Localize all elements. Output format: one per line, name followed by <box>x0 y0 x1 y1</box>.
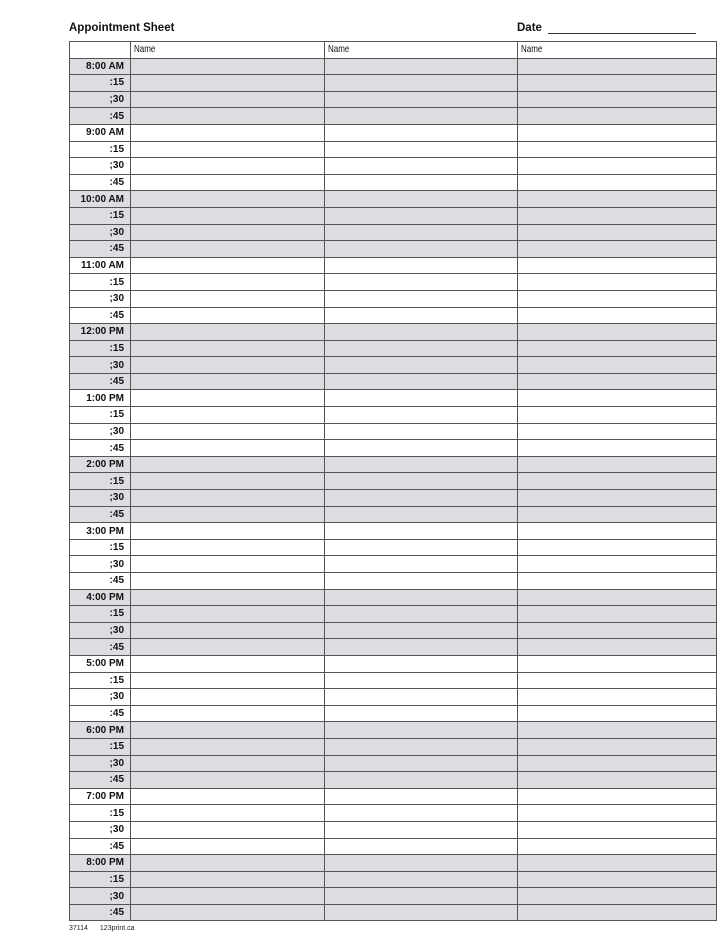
appointment-cell[interactable] <box>131 191 325 208</box>
time-slot-row <box>70 523 717 540</box>
footer <box>69 925 145 932</box>
appointment-cell[interactable] <box>325 871 518 888</box>
time-slot-row <box>70 307 717 324</box>
appointment-cell[interactable] <box>131 174 325 191</box>
page-title: Appointment Sheet <box>69 22 175 34</box>
appointment-cell[interactable] <box>518 174 717 191</box>
appointment-cell[interactable] <box>325 340 518 357</box>
time-slot-row <box>70 705 717 722</box>
appointment-cell[interactable] <box>131 390 325 407</box>
time-label: :45 <box>70 108 131 125</box>
time-slot-row <box>70 622 717 639</box>
appointment-cell[interactable] <box>518 440 717 457</box>
time-label: ;30 <box>70 290 131 307</box>
appointment-cell[interactable] <box>325 490 518 507</box>
appointment-cell[interactable] <box>325 738 518 755</box>
appointment-cell[interactable] <box>325 174 518 191</box>
name-column-header <box>325 42 518 59</box>
time-slot-row <box>70 589 717 606</box>
appointment-cell[interactable] <box>325 124 518 141</box>
appointment-cell[interactable] <box>325 506 518 523</box>
appointment-cell[interactable] <box>518 738 717 755</box>
time-slot-row <box>70 722 717 739</box>
appointment-cell[interactable] <box>518 473 717 490</box>
appointment-cell[interactable] <box>325 722 518 739</box>
time-label: :45 <box>70 506 131 523</box>
time-label: :45 <box>70 705 131 722</box>
appointment-cell[interactable] <box>518 307 717 324</box>
appointment-cell[interactable] <box>131 274 325 291</box>
time-label: :45 <box>70 440 131 457</box>
appointment-cell[interactable] <box>518 407 717 424</box>
appointment-cell[interactable] <box>131 639 325 656</box>
appointment-cell[interactable] <box>518 191 717 208</box>
appointment-cell[interactable] <box>518 357 717 374</box>
appointment-cell[interactable] <box>518 141 717 158</box>
appointment-cell[interactable] <box>325 705 518 722</box>
date-input-line[interactable] <box>548 22 696 34</box>
time-slot-row <box>70 821 717 838</box>
appointment-cell[interactable] <box>325 523 518 540</box>
time-label: ;30 <box>70 357 131 374</box>
appointment-cell[interactable] <box>131 224 325 241</box>
time-label: 2:00 PM <box>70 456 131 473</box>
time-slot-row <box>70 573 717 590</box>
time-label: 1:00 PM <box>70 390 131 407</box>
appointment-cell[interactable] <box>325 357 518 374</box>
appointment-cell[interactable] <box>518 324 717 341</box>
appointment-cell[interactable] <box>518 75 717 92</box>
time-slot-row <box>70 639 717 656</box>
appointment-cell[interactable] <box>131 871 325 888</box>
time-label: :45 <box>70 307 131 324</box>
appointment-cell[interactable] <box>518 224 717 241</box>
time-slot-row <box>70 423 717 440</box>
time-slot-row <box>70 838 717 855</box>
time-slot-row <box>70 456 717 473</box>
appointment-cell[interactable] <box>131 490 325 507</box>
appointment-cell[interactable] <box>131 307 325 324</box>
time-slot-row <box>70 141 717 158</box>
time-label: ;30 <box>70 755 131 772</box>
time-label: ;30 <box>70 423 131 440</box>
time-label: :45 <box>70 772 131 789</box>
time-slot-row <box>70 738 717 755</box>
time-slot-row <box>70 871 717 888</box>
appointment-cell[interactable] <box>325 855 518 872</box>
time-label: :15 <box>70 871 131 888</box>
appointment-cell[interactable] <box>131 257 325 274</box>
appointment-cell[interactable] <box>518 241 717 258</box>
appointment-cell[interactable] <box>131 473 325 490</box>
time-label: ;30 <box>70 821 131 838</box>
appointment-cell[interactable] <box>131 407 325 424</box>
time-slot-row <box>70 506 717 523</box>
time-label: 5:00 PM <box>70 655 131 672</box>
appointment-cell[interactable] <box>518 722 717 739</box>
name-column-header <box>131 42 325 59</box>
time-label: ;30 <box>70 158 131 175</box>
appointment-cell[interactable] <box>325 207 518 224</box>
appointment-cell[interactable] <box>325 290 518 307</box>
time-slot-row <box>70 91 717 108</box>
appointment-cell[interactable] <box>131 158 325 175</box>
appointment-cell[interactable] <box>131 108 325 125</box>
time-label: 10:00 AM <box>70 191 131 208</box>
appointment-cell[interactable] <box>518 639 717 656</box>
time-label: :15 <box>70 141 131 158</box>
time-slot-row <box>70 407 717 424</box>
time-label: :15 <box>70 805 131 822</box>
time-slot-row <box>70 888 717 905</box>
time-slot-row <box>70 373 717 390</box>
appointment-cell[interactable] <box>131 622 325 639</box>
name-column-header <box>518 42 717 59</box>
header-row <box>70 42 717 59</box>
appointment-cell[interactable] <box>131 75 325 92</box>
time-slot-row <box>70 108 717 125</box>
time-slot-row <box>70 655 717 672</box>
appointment-cell[interactable] <box>518 622 717 639</box>
time-label: :45 <box>70 174 131 191</box>
appointment-cell[interactable] <box>325 91 518 108</box>
time-slot-row <box>70 324 717 341</box>
appointment-cell[interactable] <box>518 655 717 672</box>
appointment-cell[interactable] <box>518 490 717 507</box>
appointment-cell[interactable] <box>518 606 717 623</box>
appointment-cell[interactable] <box>518 772 717 789</box>
appointment-cell[interactable] <box>325 224 518 241</box>
appointment-cell[interactable] <box>325 108 518 125</box>
appointment-cell[interactable] <box>518 456 717 473</box>
time-slot-row <box>70 689 717 706</box>
appointment-cell[interactable] <box>518 207 717 224</box>
time-label: 6:00 PM <box>70 722 131 739</box>
appointment-cell[interactable] <box>325 788 518 805</box>
appointment-cell[interactable] <box>131 606 325 623</box>
appointment-cell[interactable] <box>325 473 518 490</box>
appointment-cell[interactable] <box>131 888 325 905</box>
appointment-cell[interactable] <box>518 755 717 772</box>
time-label: 4:00 PM <box>70 589 131 606</box>
appointment-cell[interactable] <box>325 158 518 175</box>
time-label: 12:00 PM <box>70 324 131 341</box>
appointment-cell[interactable] <box>325 622 518 639</box>
time-label: :15 <box>70 407 131 424</box>
time-slot-row <box>70 390 717 407</box>
time-slot-row <box>70 490 717 507</box>
appointment-cell[interactable] <box>325 689 518 706</box>
appointment-cell[interactable] <box>325 241 518 258</box>
appointment-cell[interactable] <box>325 274 518 291</box>
appointment-cell[interactable] <box>325 639 518 656</box>
appointment-cell[interactable] <box>325 75 518 92</box>
appointment-cell[interactable] <box>131 655 325 672</box>
time-slot-row <box>70 788 717 805</box>
time-slot-row <box>70 340 717 357</box>
time-label: ;30 <box>70 91 131 108</box>
appointment-cell[interactable] <box>325 390 518 407</box>
appointment-cell[interactable] <box>325 573 518 590</box>
time-label: 7:00 PM <box>70 788 131 805</box>
appointment-cell[interactable] <box>131 788 325 805</box>
appointment-cell[interactable] <box>518 340 717 357</box>
appointment-cell[interactable] <box>325 440 518 457</box>
time-label: ;30 <box>70 689 131 706</box>
time-label: ;30 <box>70 224 131 241</box>
appointment-cell[interactable] <box>325 655 518 672</box>
appointment-cell[interactable] <box>518 888 717 905</box>
time-label: 9:00 AM <box>70 124 131 141</box>
appointment-cell[interactable] <box>131 290 325 307</box>
appointment-cell[interactable] <box>325 307 518 324</box>
appointment-cell[interactable] <box>131 440 325 457</box>
time-slot-row <box>70 606 717 623</box>
appointment-cell[interactable] <box>518 274 717 291</box>
appointment-cell[interactable] <box>325 904 518 921</box>
time-slot-row <box>70 158 717 175</box>
appointment-cell[interactable] <box>518 689 717 706</box>
time-slot-row <box>70 440 717 457</box>
appointment-cell[interactable] <box>131 357 325 374</box>
appointment-cell[interactable] <box>131 324 325 341</box>
time-slot-row <box>70 556 717 573</box>
time-slot-row <box>70 191 717 208</box>
appointment-cell[interactable] <box>131 821 325 838</box>
appointment-cell[interactable] <box>325 755 518 772</box>
appointment-cell[interactable] <box>518 257 717 274</box>
appointment-cell[interactable] <box>131 838 325 855</box>
appointment-cell[interactable] <box>131 340 325 357</box>
time-label: :15 <box>70 473 131 490</box>
time-label: :15 <box>70 75 131 92</box>
appointment-cell[interactable] <box>131 141 325 158</box>
appointment-cell[interactable] <box>325 539 518 556</box>
appointment-cell[interactable] <box>325 589 518 606</box>
time-slot-row <box>70 75 717 92</box>
time-slot-row <box>70 207 717 224</box>
date-field <box>517 22 696 34</box>
appointment-cell[interactable] <box>518 821 717 838</box>
appointment-cell[interactable] <box>518 506 717 523</box>
time-slot-row <box>70 290 717 307</box>
appointment-cell[interactable] <box>131 705 325 722</box>
site-name: 123print.ca <box>99 925 135 932</box>
time-label: 3:00 PM <box>70 523 131 540</box>
time-label: ;30 <box>70 622 131 639</box>
appointment-cell[interactable] <box>325 423 518 440</box>
time-label: ;30 <box>70 556 131 573</box>
appointment-cell[interactable] <box>518 573 717 590</box>
appointment-cell[interactable] <box>131 689 325 706</box>
appointment-cell[interactable] <box>518 705 717 722</box>
appointment-cell[interactable] <box>518 523 717 540</box>
time-label: :15 <box>70 539 131 556</box>
appointment-cell[interactable] <box>131 573 325 590</box>
appointment-cell[interactable] <box>131 523 325 540</box>
appointment-cell[interactable] <box>518 855 717 872</box>
appointment-cell[interactable] <box>325 672 518 689</box>
appointment-cell[interactable] <box>518 390 717 407</box>
appointment-table <box>69 41 717 921</box>
appointment-cell[interactable] <box>131 672 325 689</box>
appointment-cell[interactable] <box>325 805 518 822</box>
appointment-cell[interactable] <box>325 606 518 623</box>
time-slot-row <box>70 772 717 789</box>
column-label: Name <box>134 44 156 56</box>
time-slot-row <box>70 357 717 374</box>
appointment-cell[interactable] <box>131 423 325 440</box>
time-slot-row <box>70 58 717 75</box>
appointment-cell[interactable] <box>518 373 717 390</box>
time-slot-row <box>70 672 717 689</box>
time-slot-row <box>70 473 717 490</box>
time-header <box>70 42 131 59</box>
time-label: :15 <box>70 672 131 689</box>
appointment-cell[interactable] <box>131 241 325 258</box>
time-slot-row <box>70 755 717 772</box>
appointment-cell[interactable] <box>325 407 518 424</box>
time-label: :15 <box>70 738 131 755</box>
appointment-cell[interactable] <box>131 805 325 822</box>
time-label: 8:00 PM <box>70 855 131 872</box>
time-label: :45 <box>70 241 131 258</box>
time-slot-row <box>70 257 717 274</box>
appointment-cell[interactable] <box>131 772 325 789</box>
time-label: ;30 <box>70 490 131 507</box>
appointment-cell[interactable] <box>131 373 325 390</box>
appointment-cell[interactable] <box>518 556 717 573</box>
appointment-cell[interactable] <box>518 788 717 805</box>
time-label: :15 <box>70 340 131 357</box>
appointment-cell[interactable] <box>131 556 325 573</box>
appointment-cell[interactable] <box>325 772 518 789</box>
appointment-cell[interactable] <box>131 456 325 473</box>
time-label: :45 <box>70 373 131 390</box>
appointment-cell[interactable] <box>131 589 325 606</box>
appointment-cell[interactable] <box>325 141 518 158</box>
appointment-cell[interactable] <box>325 821 518 838</box>
appointment-cell[interactable] <box>518 423 717 440</box>
appointment-cell[interactable] <box>131 722 325 739</box>
time-label: :45 <box>70 639 131 656</box>
appointment-cell[interactable] <box>518 108 717 125</box>
appointment-cell[interactable] <box>518 871 717 888</box>
appointment-cell[interactable] <box>325 191 518 208</box>
time-label: ;30 <box>70 888 131 905</box>
appointment-cell[interactable] <box>518 124 717 141</box>
column-label: Name <box>328 44 350 56</box>
appointment-cell[interactable] <box>131 124 325 141</box>
appointment-cell[interactable] <box>131 506 325 523</box>
appointment-cell[interactable] <box>325 373 518 390</box>
time-slot-row <box>70 241 717 258</box>
appointment-cell[interactable] <box>131 58 325 75</box>
appointment-cell[interactable] <box>518 805 717 822</box>
time-label: :15 <box>70 207 131 224</box>
time-slot-row <box>70 124 717 141</box>
appointment-cell[interactable] <box>518 58 717 75</box>
appointment-cell[interactable] <box>518 91 717 108</box>
appointment-cell[interactable] <box>518 158 717 175</box>
appointment-cell[interactable] <box>518 290 717 307</box>
time-label: :15 <box>70 274 131 291</box>
time-slot-row <box>70 174 717 191</box>
appointment-cell[interactable] <box>325 888 518 905</box>
time-slot-row <box>70 539 717 556</box>
appointment-cell[interactable] <box>325 838 518 855</box>
time-slot-row <box>70 274 717 291</box>
time-slot-row <box>70 805 717 822</box>
appointment-cell[interactable] <box>131 755 325 772</box>
appointment-cell[interactable] <box>518 589 717 606</box>
time-label: :15 <box>70 606 131 623</box>
appointment-cell[interactable] <box>518 672 717 689</box>
appointment-cell[interactable] <box>518 838 717 855</box>
appointment-cell[interactable] <box>131 539 325 556</box>
time-label: :45 <box>70 573 131 590</box>
time-label: :45 <box>70 838 131 855</box>
time-slot-row <box>70 904 717 921</box>
appointment-cell[interactable] <box>325 456 518 473</box>
appointment-cell[interactable] <box>325 324 518 341</box>
appointment-cell[interactable] <box>518 904 717 921</box>
appointment-cell[interactable] <box>131 904 325 921</box>
appointment-cell[interactable] <box>325 58 518 75</box>
time-label: :45 <box>70 904 131 921</box>
appointment-cell[interactable] <box>518 539 717 556</box>
time-slot-row <box>70 224 717 241</box>
date-label: Date <box>517 22 542 34</box>
time-label: 11:00 AM <box>70 257 131 274</box>
appointment-cell[interactable] <box>325 556 518 573</box>
form-code: 37114 <box>69 925 88 932</box>
column-label: Name <box>521 44 543 56</box>
appointment-cell[interactable] <box>325 257 518 274</box>
appointment-cell[interactable] <box>131 207 325 224</box>
appointment-cell[interactable] <box>131 738 325 755</box>
appointment-cell[interactable] <box>131 855 325 872</box>
appointment-cell[interactable] <box>131 91 325 108</box>
time-label: 8:00 AM <box>70 58 131 75</box>
time-slot-row <box>70 855 717 872</box>
